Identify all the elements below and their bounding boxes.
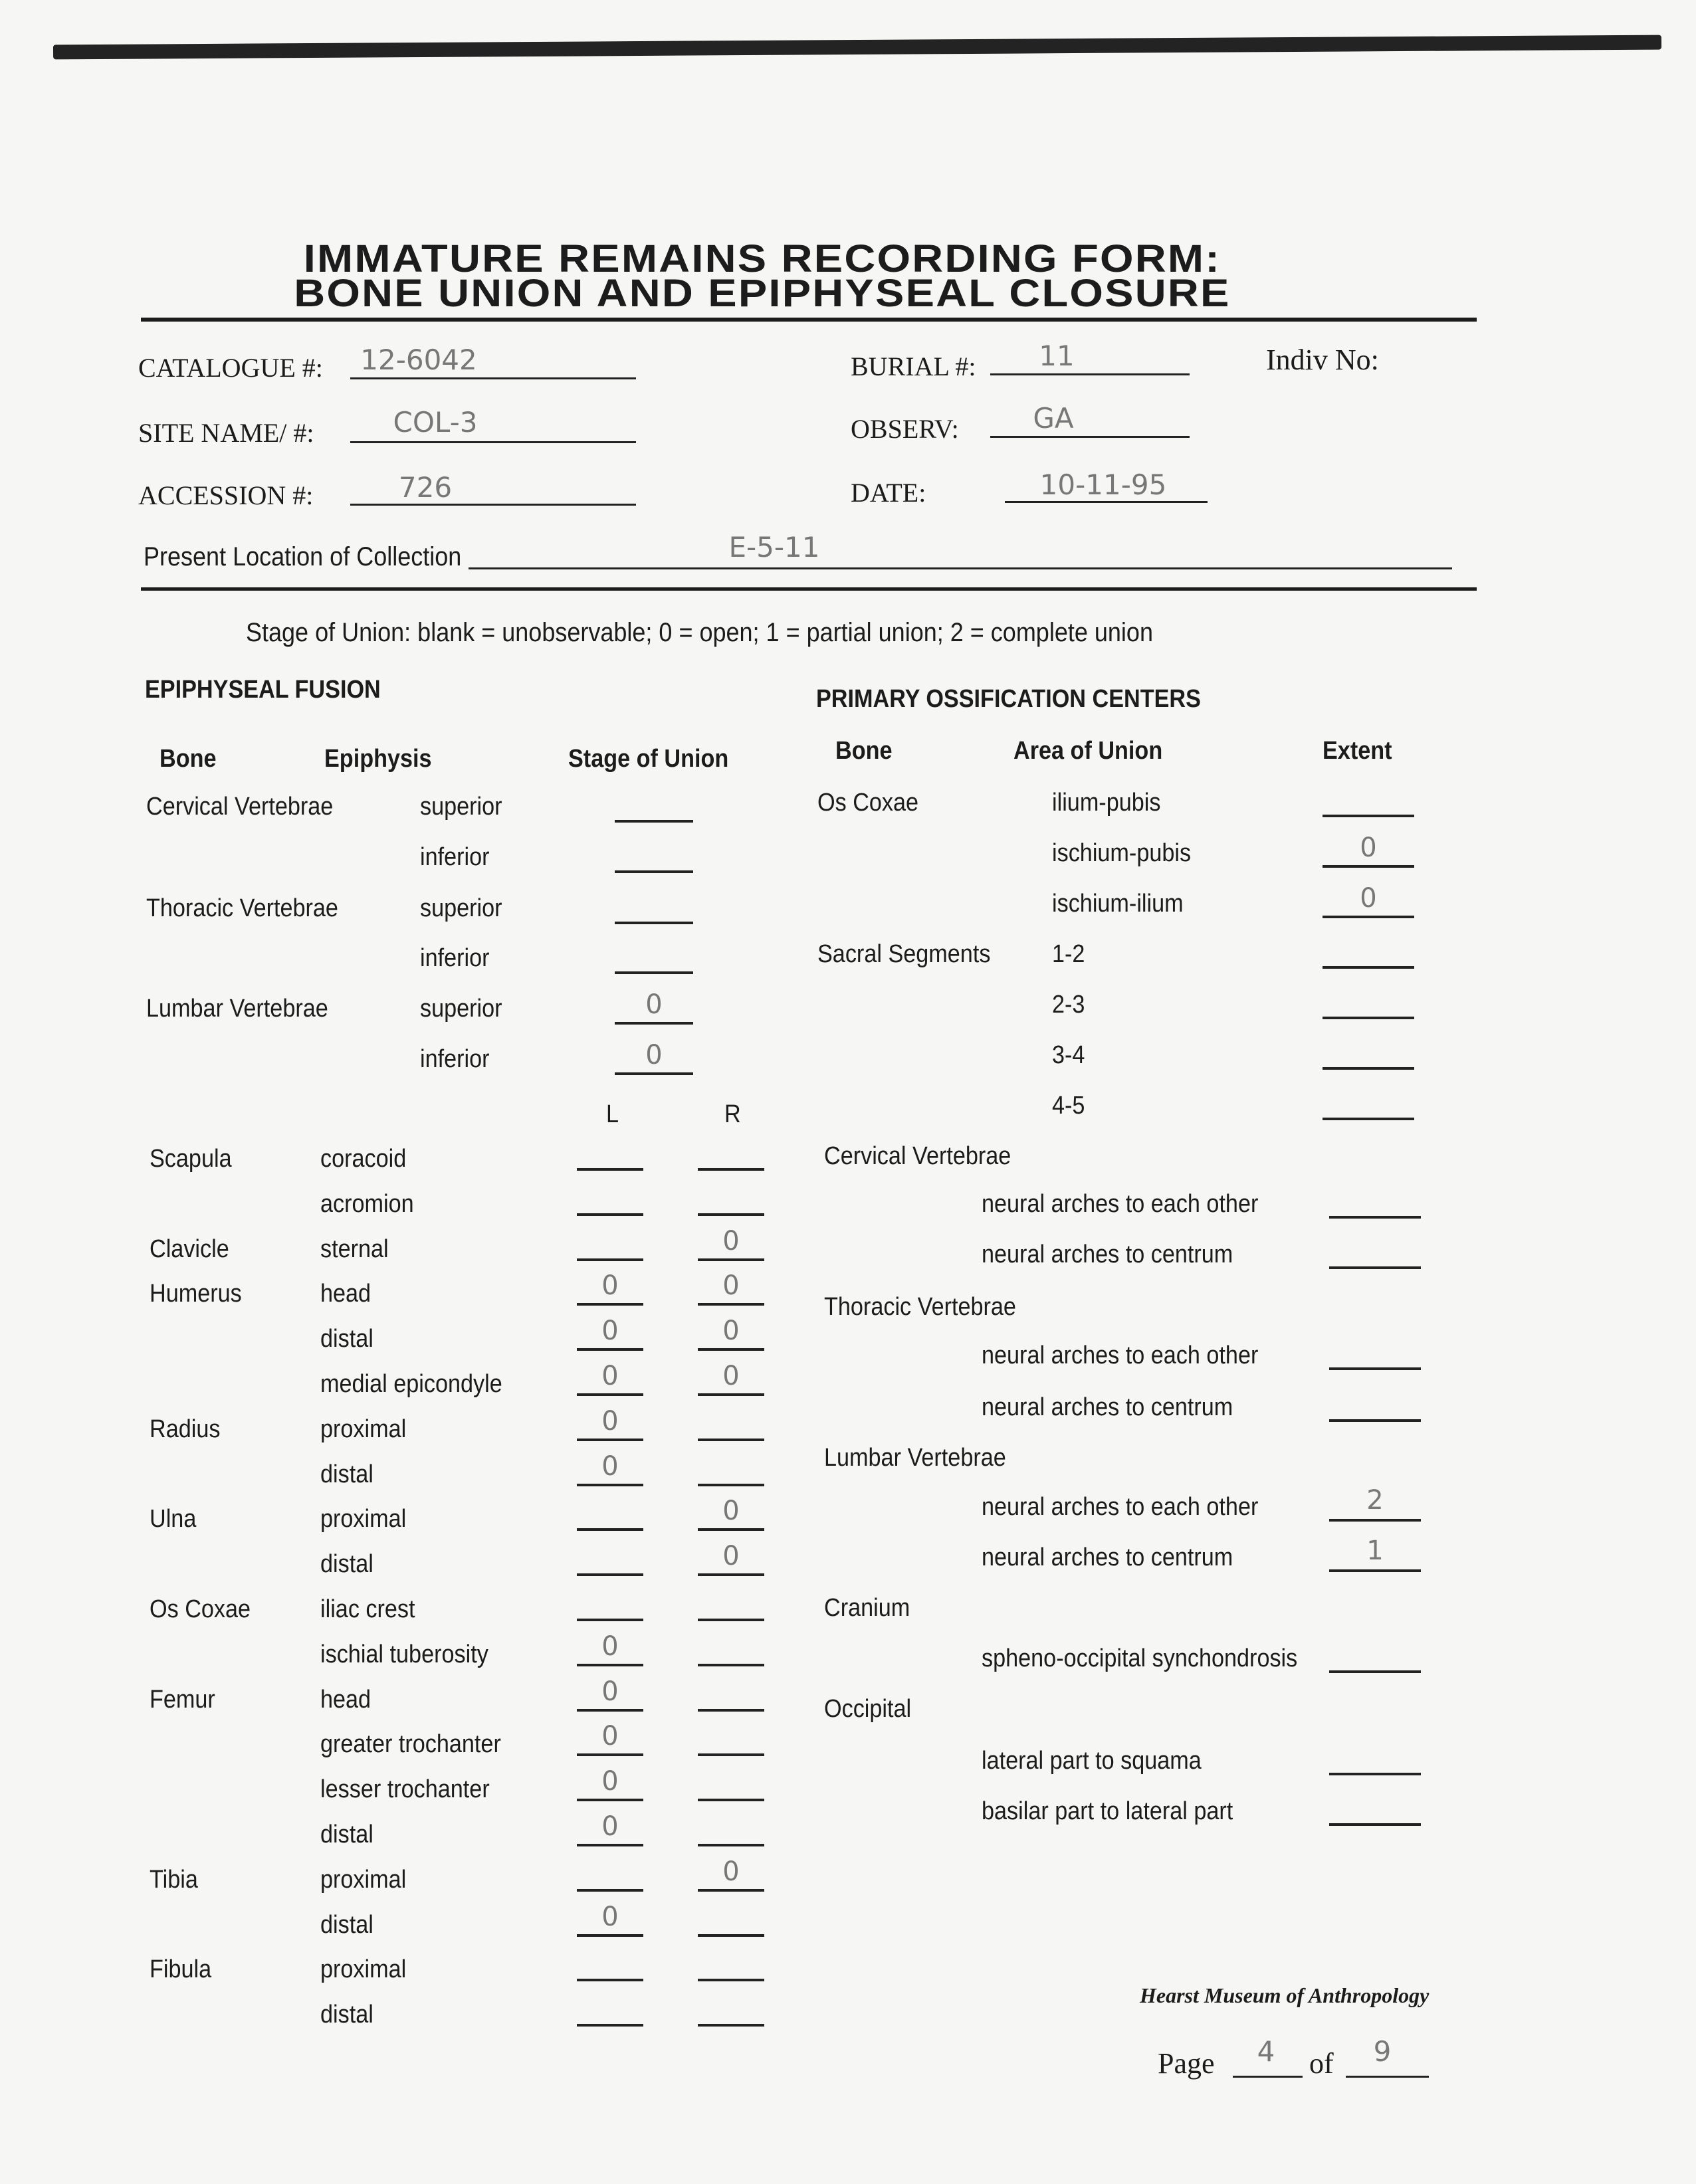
area-of-union-label: neural arches to centrum (982, 1543, 1233, 1571)
burial-value[interactable]: 11 (1039, 340, 1075, 372)
left-blank-line (577, 1168, 643, 1171)
date-value[interactable]: 10-11-95 (1039, 468, 1167, 501)
left-stage-value[interactable]: 0 (601, 1811, 619, 1842)
vertebra-epiphysis-label: inferior (420, 843, 490, 871)
location-value[interactable]: E-5-11 (728, 531, 820, 563)
col-header-stage: Stage of Union (568, 745, 729, 773)
col-header-extent: Extent (1323, 737, 1392, 765)
left-blank-line (577, 1979, 643, 1981)
limb-bone-label: Fibula (150, 1955, 212, 1984)
limb-bone-label: Radius (150, 1415, 221, 1443)
organization-name: Hearst Museum of Anthropology (1140, 1983, 1430, 2007)
extent-blank-line (1329, 1823, 1421, 1826)
right-blank-line (698, 1168, 764, 1171)
left-stage-value[interactable]: 0 (601, 1721, 619, 1752)
right-stage-value[interactable]: 0 (722, 1856, 740, 1887)
right-blank-line (698, 1844, 764, 1846)
right-blank-line (698, 1528, 764, 1531)
right-blank-line (698, 1753, 764, 1756)
col-header-epiphysis: Epiphysis (324, 745, 432, 773)
area-of-union-label: 2-3 (1052, 991, 1085, 1019)
burial-label: BURIAL #: (851, 351, 976, 381)
primary-group-bone-label: Cervical Vertebrae (824, 1142, 1011, 1170)
area-of-union-label: basilar part to lateral part (982, 1797, 1233, 1825)
extent-blank-line (1323, 1017, 1414, 1019)
extent-blank-line (1329, 1773, 1421, 1775)
left-blank-line (577, 1484, 643, 1486)
left-stage-value[interactable]: 0 (601, 1316, 619, 1347)
stage-blank-line (615, 870, 693, 873)
left-blank-line (577, 2024, 643, 2027)
limb-epiphysis-label: proximal (320, 1505, 407, 1534)
area-of-union-label: 3-4 (1052, 1041, 1085, 1069)
right-stage-value[interactable]: 0 (722, 1496, 740, 1527)
stage-blank-line (615, 971, 693, 974)
site-name-field-line (350, 441, 636, 443)
area-of-union-label: neural arches to each other (982, 1493, 1259, 1521)
primary-group-bone-label: Thoracic Vertebrae (824, 1293, 1016, 1321)
extent-value[interactable]: 1 (1366, 1536, 1384, 1566)
form-title-line2: BONE UNION AND EPIPHYSEAL CLOSURE (294, 272, 1231, 315)
limb-epiphysis-label: proximal (320, 1955, 407, 1984)
left-stage-value[interactable]: 0 (601, 1631, 619, 1662)
page-label: Page (1158, 2047, 1215, 2080)
left-blank-line (577, 1303, 643, 1306)
vertebra-bone-label: Lumbar Vertebrae (146, 995, 328, 1023)
area-of-union-label: neural arches to centrum (982, 1241, 1233, 1268)
limb-epiphysis-label: proximal (320, 1415, 407, 1443)
extent-blank-line (1329, 1266, 1421, 1269)
left-blank-line (577, 1844, 643, 1846)
page-total-line (1346, 2076, 1429, 2078)
right-blank-line (698, 1979, 764, 1981)
right-stage-value[interactable]: 0 (722, 1541, 740, 1572)
right-blank-line (698, 1709, 764, 1712)
limb-epiphysis-label: distal (320, 1325, 373, 1353)
stage-value[interactable]: 0 (645, 989, 663, 1020)
vertebra-bone-label: Thoracic Vertebrae (146, 894, 338, 922)
right-blank-line (698, 1439, 764, 1441)
limb-bone-label: Os Coxae (150, 1595, 251, 1623)
left-stage-value[interactable]: 0 (601, 1766, 619, 1797)
observer-value[interactable]: GA (1033, 402, 1074, 435)
vertebra-epiphysis-label: superior (420, 995, 502, 1023)
primary-section-title: PRIMARY OSSIFICATION CENTERS (816, 685, 1201, 713)
right-blank-line (698, 1348, 764, 1351)
limb-epiphysis-label: distal (320, 1821, 373, 1848)
extent-blank-line (1329, 1569, 1421, 1572)
right-stage-value[interactable]: 0 (722, 1316, 740, 1347)
extent-value[interactable]: 0 (1360, 833, 1377, 863)
limb-bone-label: Humerus (150, 1280, 242, 1308)
right-blank-line (698, 1664, 764, 1666)
area-of-union-label: ilium-pubis (1052, 789, 1161, 817)
right-stage-value[interactable]: 0 (722, 1270, 740, 1302)
limb-epiphysis-label: coracoid (320, 1145, 407, 1173)
left-stage-value[interactable]: 0 (601, 1901, 619, 1932)
extent-blank-line (1323, 916, 1414, 918)
limb-epiphysis-label: acromion (320, 1189, 414, 1218)
right-blank-line (698, 1573, 764, 1576)
burial-field-line (990, 373, 1190, 375)
stage-blank-line (615, 1072, 693, 1075)
limb-bone-label: Clavicle (150, 1235, 229, 1263)
right-stage-value[interactable]: 0 (722, 1225, 740, 1256)
date-label: DATE: (851, 478, 926, 508)
col-header-area: Area of Union (1013, 737, 1163, 765)
left-blank-line (577, 1528, 643, 1531)
stage-legend: Stage of Union: blank = unobservable; 0 = open; 1 = partial union; 2 = complete union (246, 618, 1153, 647)
site-name-label: SITE NAME/ #: (138, 418, 314, 448)
limb-bone-label: Scapula (150, 1145, 232, 1173)
of-label: of (1309, 2047, 1334, 2080)
catalogue-label: CATALOGUE #: (138, 353, 323, 383)
left-blank-line (577, 1934, 643, 1937)
area-of-union-label: 4-5 (1052, 1092, 1085, 1120)
right-stage-value[interactable]: 0 (722, 1361, 740, 1391)
vertebra-epiphysis-label: inferior (420, 944, 490, 972)
date-field-line (1005, 501, 1208, 503)
stage-blank-line (615, 820, 693, 823)
extent-blank-line (1323, 1067, 1414, 1070)
extent-blank-line (1323, 865, 1414, 868)
accession-value[interactable]: 726 (398, 471, 453, 504)
left-blank-line (577, 1709, 643, 1712)
limb-epiphysis-label: head (320, 1685, 371, 1714)
right-blank-line (698, 1934, 764, 1937)
limb-epiphysis-label: head (320, 1280, 371, 1308)
limb-epiphysis-label: distal (320, 1910, 373, 1939)
limb-bone-label: Tibia (150, 1865, 198, 1894)
indiv-no-label: Indiv No: (1266, 344, 1379, 376)
limb-epiphysis-label: proximal (320, 1865, 407, 1894)
primary-group-bone-label: Lumbar Vertebrae (824, 1444, 1006, 1472)
left-blank-line (577, 1799, 643, 1801)
catalogue-field-line (350, 377, 636, 379)
area-of-union-label: neural arches to each other (982, 1341, 1259, 1369)
area-of-union-label: spheno-occipital synchondrosis (982, 1644, 1298, 1672)
left-blank-line (577, 1393, 643, 1396)
extent-value[interactable]: 0 (1360, 883, 1377, 914)
extent-blank-line (1329, 1216, 1421, 1219)
right-blank-line (698, 1889, 764, 1892)
right-blank-line (698, 2024, 764, 2027)
right-blank-line (698, 1303, 764, 1306)
area-of-union-label: neural arches to each other (982, 1190, 1259, 1218)
page-current[interactable]: 4 (1257, 2035, 1275, 2068)
left-blank-line (577, 1439, 643, 1441)
limb-epiphysis-label: distal (320, 1550, 373, 1579)
right-blank-line (698, 1619, 764, 1621)
primary-group-bone-label: Occipital (824, 1695, 912, 1723)
top-border-bar (53, 35, 1661, 60)
limb-bone-label: Femur (150, 1685, 215, 1714)
left-stage-value[interactable]: 0 (601, 1676, 619, 1707)
epiphyseal-section-title: EPIPHYSEAL FUSION (145, 676, 381, 704)
limb-epiphysis-label: greater trochanter (320, 1730, 501, 1759)
extent-blank-line (1323, 815, 1414, 817)
col-header-left: L (606, 1100, 619, 1128)
right-blank-line (698, 1213, 764, 1216)
vertebra-epiphysis-label: inferior (420, 1045, 490, 1073)
limb-epiphysis-label: medial epicondyle (320, 1370, 502, 1398)
limb-bone-label: Ulna (150, 1505, 197, 1534)
vertebra-epiphysis-label: superior (420, 793, 502, 821)
left-stage-value[interactable]: 0 (601, 1405, 619, 1437)
col-header-primary-bone: Bone (835, 737, 893, 765)
location-label: Present Location of Collection (144, 542, 462, 571)
area-of-union-label: lateral part to squama (982, 1747, 1202, 1775)
left-blank-line (577, 1664, 643, 1666)
left-stage-value[interactable]: 0 (601, 1361, 619, 1391)
left-blank-line (577, 1753, 643, 1756)
col-header-bone: Bone (159, 745, 217, 773)
vertebra-bone-label: Cervical Vertebrae (146, 793, 334, 821)
area-of-union-label: ischium-ilium (1052, 890, 1184, 918)
left-blank-line (577, 1573, 643, 1576)
limb-epiphysis-label: sternal (320, 1235, 389, 1263)
stage-value[interactable]: 0 (645, 1040, 663, 1070)
catalogue-value[interactable]: 12-6042 (360, 344, 477, 376)
extent-blank-line (1329, 1670, 1421, 1673)
extent-blank-line (1323, 966, 1414, 969)
left-stage-value[interactable]: 0 (601, 1270, 619, 1302)
limb-epiphysis-label: distal (320, 2001, 373, 2029)
page-current-line (1233, 2076, 1303, 2078)
left-stage-value[interactable]: 0 (601, 1450, 619, 1482)
header-rule (141, 587, 1477, 591)
left-blank-line (577, 1213, 643, 1216)
stage-blank-line (615, 1022, 693, 1025)
page-total[interactable]: 9 (1373, 2035, 1392, 2068)
col-header-right: R (724, 1100, 741, 1128)
extent-blank-line (1329, 1419, 1421, 1422)
title-rule (141, 318, 1477, 322)
limb-epiphysis-label: distal (320, 1460, 373, 1488)
primary-bone-label: Os Coxae (817, 789, 919, 817)
extent-blank-line (1329, 1367, 1421, 1370)
area-of-union-label: ischium-pubis (1052, 839, 1192, 867)
left-blank-line (577, 1258, 643, 1261)
stage-blank-line (615, 922, 693, 924)
right-blank-line (698, 1258, 764, 1261)
extent-blank-line (1329, 1519, 1421, 1522)
left-blank-line (577, 1889, 643, 1892)
observer-field-line (990, 436, 1190, 438)
right-blank-line (698, 1393, 764, 1396)
observer-label: OBSERV: (851, 414, 959, 444)
vertebra-epiphysis-label: superior (420, 894, 502, 922)
left-blank-line (577, 1348, 643, 1351)
site-name-value[interactable]: COL-3 (393, 406, 478, 439)
area-of-union-label: neural arches to centrum (982, 1393, 1233, 1421)
limb-epiphysis-label: ischial tuberosity (320, 1640, 488, 1668)
left-blank-line (577, 1619, 643, 1621)
accession-label: ACCESSION #: (138, 480, 314, 510)
limb-epiphysis-label: iliac crest (320, 1595, 415, 1623)
extent-value[interactable]: 2 (1366, 1485, 1384, 1516)
location-field-line (469, 567, 1452, 569)
primary-bone-label: Sacral Segments (817, 940, 991, 968)
right-blank-line (698, 1484, 764, 1486)
primary-group-bone-label: Cranium (824, 1594, 910, 1622)
form-title-line1: IMMATURE REMAINS RECORDING FORM: (303, 237, 1221, 280)
extent-blank-line (1323, 1118, 1414, 1120)
area-of-union-label: 1-2 (1052, 940, 1085, 968)
limb-epiphysis-label: lesser trochanter (320, 1775, 490, 1804)
accession-field-line (350, 504, 636, 506)
right-blank-line (698, 1799, 764, 1801)
